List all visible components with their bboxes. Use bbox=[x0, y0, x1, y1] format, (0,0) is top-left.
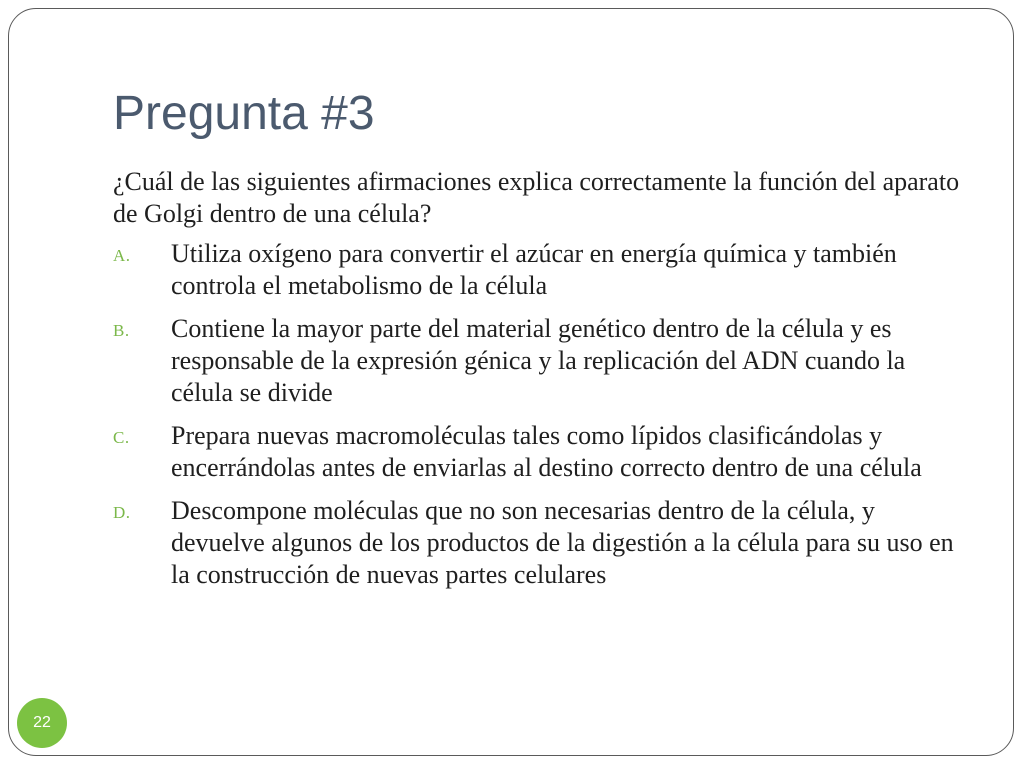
option-c bbox=[113, 420, 973, 484]
page-number-badge bbox=[17, 698, 67, 748]
option-d-text: Descompone moléculas que no son necesarias dentro de la célula, y devuelve algunos de los productos de la digestión a la célula para su uso en la construcción de nuevas partes celulares bbox=[171, 496, 954, 589]
page-number: 22 bbox=[33, 714, 51, 731]
option-b-letter: B. bbox=[113, 321, 130, 340]
answer-options bbox=[113, 238, 973, 591]
option-b-text: Contiene la mayor parte del material genético dentro de la célula y es responsable de la expresión génica y la replicación del ADN cuando la célula se divide bbox=[171, 314, 906, 407]
option-a-letter: A. bbox=[113, 246, 131, 265]
option-c-text: Prepara nuevas macromoléculas tales como lípidos clasificándolas y encerrándolas antes de enviarlas al destino correcto dentro de una célula bbox=[171, 421, 922, 482]
option-a-text: Utiliza oxígeno para convertir el azúcar en energía química y también controla el metabolismo de la célula bbox=[171, 239, 897, 300]
slide-content bbox=[113, 166, 973, 602]
option-b bbox=[113, 313, 973, 409]
option-c-letter: C. bbox=[113, 428, 130, 447]
slide-title: Pregunta #3 bbox=[113, 87, 375, 140]
question-text: ¿Cuál de las siguientes afirmaciones explica correctamente la función del aparato de Golgi dentro de una célula? bbox=[113, 167, 960, 228]
option-a bbox=[113, 238, 973, 302]
option-d-letter: D. bbox=[113, 503, 131, 522]
option-d bbox=[113, 495, 973, 591]
